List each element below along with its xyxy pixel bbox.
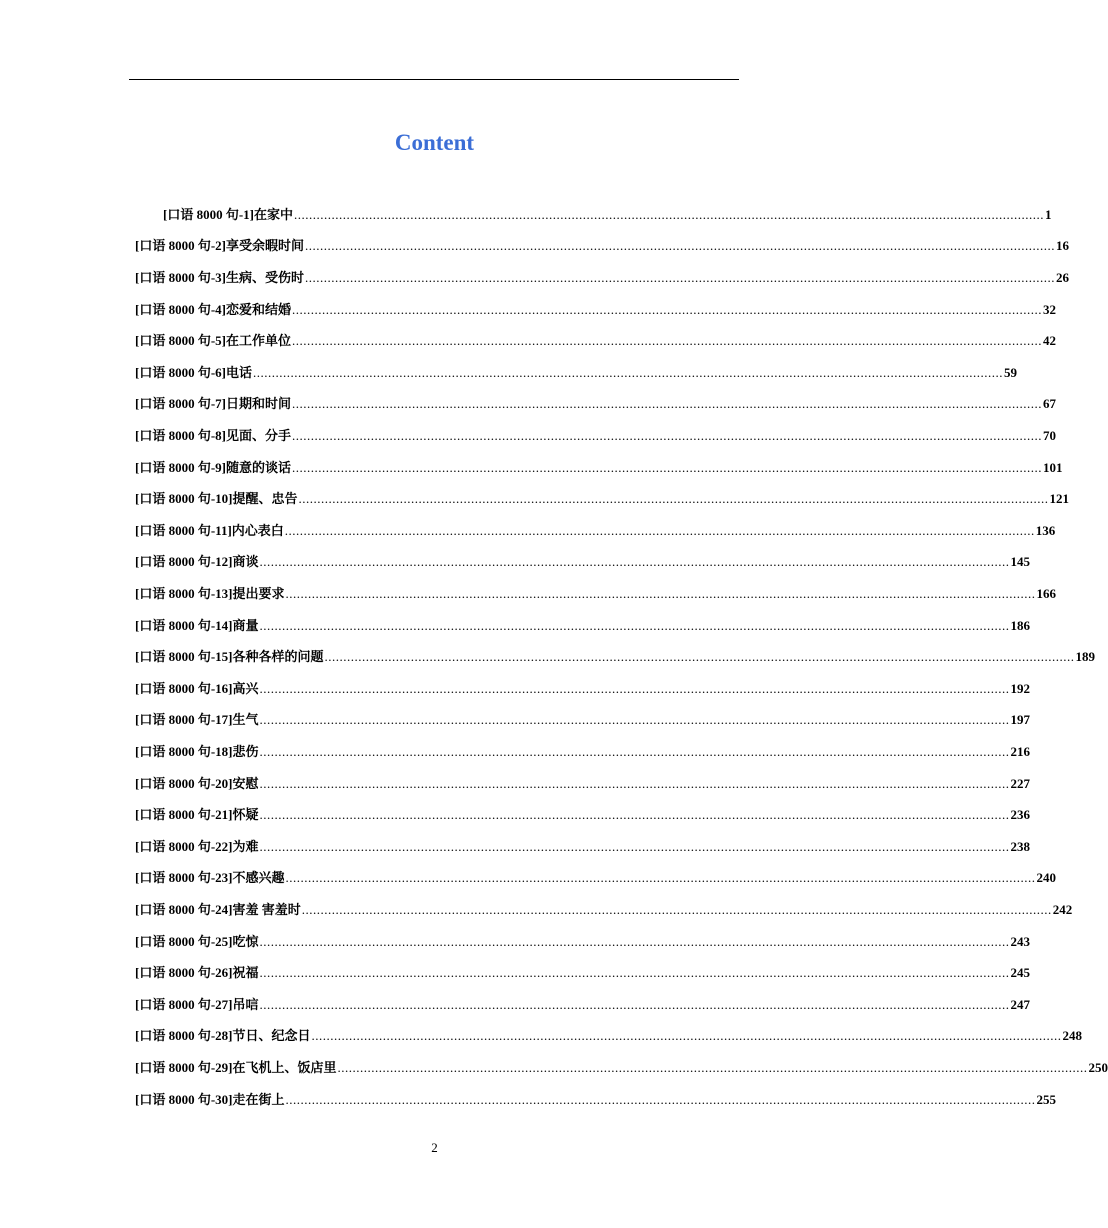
toc-entry-page: 242: [1052, 901, 1073, 917]
toc-entry-page: 136: [1035, 522, 1056, 538]
toc-dot-leader: ........................................................................................................................................................................................................: [324, 649, 1075, 665]
toc-dot-leader: ........................................................................................................................................................................................................: [259, 617, 1010, 633]
toc-entry-page: 59: [1004, 364, 1017, 380]
toc-entry-page: 186: [1010, 617, 1030, 633]
toc-entry[interactable]: [163, 199, 1052, 231]
toc-entry-page: 121: [1049, 491, 1069, 507]
toc-entry-label: [口语 8000 句-17]生气: [135, 712, 259, 728]
toc-dot-leader: ........................................................................................................................................................................................................: [292, 396, 1042, 412]
toc-entry[interactable]: [135, 515, 1056, 547]
toc-entry[interactable]: [135, 673, 1030, 705]
toc-entry-label: [口语 8000 句-11]内心表白: [135, 522, 284, 538]
toc-dot-leader: ........................................................................................................................................................................................................: [259, 712, 1010, 728]
toc-entry-page: 32: [1043, 301, 1056, 317]
toc-entry-page: 42: [1043, 333, 1056, 349]
toc-entry-page: 250: [1088, 1059, 1108, 1075]
toc-entry[interactable]: [135, 1084, 1056, 1116]
toc-entry[interactable]: [135, 357, 1017, 389]
toc-dot-leader: ........................................................................................................................................................................................................: [259, 680, 1010, 696]
toc-entry[interactable]: [135, 452, 1063, 484]
toc-entry-page: 236: [1010, 807, 1030, 823]
toc-entry-label: [口语 8000 句-4]恋爱和结婚: [135, 301, 291, 317]
toc-entry-label: [口语 8000 句-27]吊唁: [135, 996, 259, 1012]
toc-entry[interactable]: [135, 989, 1030, 1021]
toc-entry-label: [口语 8000 句-6]电话: [135, 364, 252, 380]
toc-entry[interactable]: [135, 863, 1056, 895]
toc-entry-page: 166: [1036, 585, 1056, 601]
toc-entry[interactable]: [135, 262, 1069, 294]
toc-entry-page: 192: [1010, 680, 1030, 696]
toc-entry[interactable]: [135, 325, 1056, 357]
toc-entry-page: 243: [1010, 933, 1030, 949]
toc-entry-label: [口语 8000 句-20]安慰: [135, 775, 259, 791]
toc-entry-page: 26: [1056, 269, 1069, 285]
toc-entry-page: 240: [1036, 870, 1056, 886]
toc-entry[interactable]: [135, 894, 1073, 926]
toc-entry[interactable]: [135, 1021, 1082, 1053]
page-title: Content: [394, 130, 475, 155]
toc-entry-label: [口语 8000 句-5]在工作单位: [135, 333, 291, 349]
toc-entry-label: [口语 8000 句-14]商量: [135, 617, 259, 633]
toc-entry-label: [口语 8000 句-28]节日、纪念日: [135, 1028, 311, 1044]
toc-entry-page: 145: [1010, 554, 1030, 570]
toc-entry-page: 227: [1010, 775, 1030, 791]
toc-entry-label: [口语 8000 句-7]日期和时间: [135, 396, 291, 412]
toc-entry-label: [口语 8000 句-29]在飞机上、饭店里: [135, 1059, 337, 1075]
toc-entry-page: 1: [1045, 206, 1052, 222]
toc-entry-page: 216: [1010, 743, 1030, 759]
toc-entry-page: 101: [1043, 459, 1063, 475]
header-rule: [129, 79, 739, 80]
toc-entry-label: [口语 8000 句-3]生病、受伤时: [135, 269, 304, 285]
toc-entry-label: [口语 8000 句-12]商谈: [135, 554, 259, 570]
toc-entry-label: [口语 8000 句-23]不感兴趣: [135, 870, 285, 886]
toc-entry[interactable]: [135, 483, 1069, 515]
toc-dot-leader: ........................................................................................................................................................................................................: [285, 870, 1036, 886]
toc-dot-leader: ........................................................................................................................................................................................................: [285, 585, 1036, 601]
toc-dot-leader: ........................................................................................................................................................................................................: [259, 775, 1010, 791]
toc-entry-page: 189: [1075, 649, 1095, 665]
toc-entry-label: [口语 8000 句-21]怀疑: [135, 807, 259, 823]
toc-entry-label: [口语 8000 句-13]提出要求: [135, 585, 285, 601]
toc-entry-page: 70: [1043, 427, 1056, 443]
toc-entry-label: [口语 8000 句-2]享受余暇时间: [135, 238, 304, 254]
toc-dot-leader: ........................................................................................................................................................................................................: [259, 838, 1010, 854]
toc-entry-label: [口语 8000 句-8]见面、分手: [135, 427, 291, 443]
toc-entry-label: [口语 8000 句-22]为难: [135, 838, 259, 854]
page-number: 2: [431, 1140, 438, 1155]
toc-entry[interactable]: [135, 736, 1030, 768]
toc-entry-label: [口语 8000 句-24]害羞 害羞时: [135, 901, 301, 917]
toc-dot-leader: ........................................................................................................................................................................................................: [292, 301, 1042, 317]
toc-dot-leader: ........................................................................................................................................................................................................: [294, 206, 1044, 222]
toc-entry-page: 247: [1010, 996, 1030, 1012]
toc-entry[interactable]: [135, 420, 1056, 452]
toc-entry[interactable]: [135, 799, 1030, 831]
toc-dot-leader: ........................................................................................................................................................................................................: [337, 1059, 1088, 1075]
toc-entry[interactable]: [135, 1052, 1108, 1084]
toc-entry[interactable]: [135, 831, 1030, 863]
toc-entry[interactable]: [135, 641, 1095, 673]
toc-dot-leader: ........................................................................................................................................................................................................: [311, 1028, 1062, 1044]
toc-dot-leader: ........................................................................................................................................................................................................: [305, 238, 1055, 254]
toc-entry[interactable]: [135, 957, 1030, 989]
toc-dot-leader: ........................................................................................................................................................................................................: [259, 965, 1010, 981]
toc-entry-label: [口语 8000 句-16]高兴: [135, 680, 259, 696]
toc-entry-label: [口语 8000 句-18]悲伤: [135, 743, 259, 759]
toc-dot-leader: ........................................................................................................................................................................................................: [292, 333, 1042, 349]
toc-entry-page: 245: [1010, 965, 1030, 981]
toc-entry-page: 255: [1036, 1091, 1056, 1107]
toc-dot-leader: ........................................................................................................................................................................................................: [253, 364, 1003, 380]
toc-entry[interactable]: [135, 610, 1030, 642]
toc-entry[interactable]: [135, 231, 1069, 263]
toc-dot-leader: ........................................................................................................................................................................................................: [259, 933, 1010, 949]
toc-entry[interactable]: [135, 578, 1056, 610]
toc-dot-leader: ........................................................................................................................................................................................................: [298, 491, 1049, 507]
toc-entry-label: [口语 8000 句-25]吃惊: [135, 933, 259, 949]
toc-entry-page: 67: [1043, 396, 1056, 412]
toc-dot-leader: ........................................................................................................................................................................................................: [284, 522, 1035, 538]
toc-entry-label: [口语 8000 句-30]走在街上: [135, 1091, 285, 1107]
toc-dot-leader: ........................................................................................................................................................................................................: [259, 807, 1010, 823]
toc-entry-page: 238: [1010, 838, 1030, 854]
toc-dot-leader: ........................................................................................................................................................................................................: [292, 427, 1042, 443]
toc-entry-page: 16: [1056, 238, 1069, 254]
toc-entry-label: [口语 8000 句-10]提醒、忠告: [135, 491, 298, 507]
toc-entry[interactable]: [135, 389, 1056, 421]
toc-entry-page: 248: [1062, 1028, 1082, 1044]
toc-entry[interactable]: [135, 926, 1030, 958]
toc-entry-page: 197: [1010, 712, 1030, 728]
toc-dot-leader: ........................................................................................................................................................................................................: [305, 269, 1055, 285]
toc-dot-leader: ........................................................................................................................................................................................................: [259, 996, 1010, 1012]
toc-dot-leader: ........................................................................................................................................................................................................: [292, 459, 1042, 475]
toc-entry-label: [口语 8000 句-15]各种各样的问题: [135, 649, 324, 665]
toc-entry[interactable]: [135, 547, 1030, 579]
toc-dot-leader: ........................................................................................................................................................................................................: [259, 554, 1010, 570]
toc-entry[interactable]: [135, 705, 1030, 737]
toc-dot-leader: ........................................................................................................................................................................................................: [301, 901, 1052, 917]
toc-entry[interactable]: [135, 768, 1030, 800]
toc-dot-leader: ........................................................................................................................................................................................................: [285, 1091, 1036, 1107]
toc-dot-leader: ........................................................................................................................................................................................................: [259, 743, 1010, 759]
toc-entry-label: [口语 8000 句-9]随意的谈话: [135, 459, 291, 475]
toc-entry-label: [口语 8000 句-26]祝福: [135, 965, 259, 981]
toc-entry[interactable]: [135, 294, 1056, 326]
toc-entry-label: [口语 8000 句-1]在家中: [163, 206, 293, 222]
